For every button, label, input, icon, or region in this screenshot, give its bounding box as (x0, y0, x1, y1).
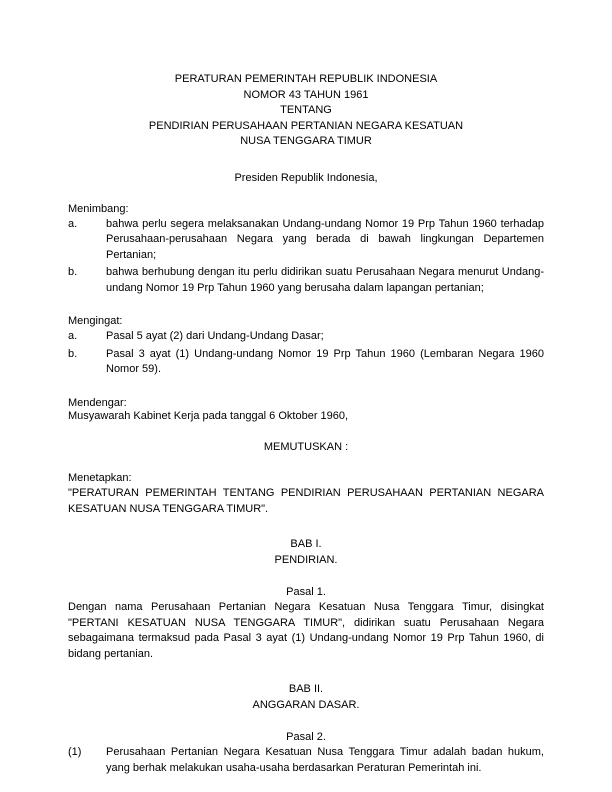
pasal-1-heading: Pasal 1. (286, 586, 326, 598)
list-text: Perusahaan Pertanian Negara Kesatuan Nusa Tenggara Timur adalah badan hukum, yang berhak melakukan usaha-usaha berdasarkan Peraturan Pemerintah ini. (106, 746, 544, 774)
president-line: Presiden Republik Indonesia, (234, 171, 378, 184)
memutuskan-heading: MEMUTUSKAN : (263, 441, 349, 453)
mengingat-list (68, 329, 544, 378)
list-item (68, 217, 544, 264)
header-line-5: NUSA TENGGARA TIMUR (240, 135, 372, 147)
bab-1 (68, 537, 544, 568)
mendengar-text: Musyawarah Kabinet Kerja pada tanggal 6 Oktober 1960, (68, 409, 349, 422)
mengingat-label: Mengingat: (68, 315, 123, 327)
list-text: Pasal 3 ayat (1) Undang-undang Nomor 19 Prp Tahun 1960 (Lembaran Negara 1960 Nomor 59). (106, 347, 544, 375)
menimbang-list (68, 217, 544, 297)
mendengar-label: Mendengar: (68, 396, 127, 409)
list-item (68, 329, 544, 345)
header-line-1: PERATURAN PEMERINTAH REPUBLIK INDONESIA (174, 73, 438, 85)
list-text: bahwa perlu segera melaksanakan Undang-undang Nomor 19 Prp Tahun 1960 terhadap Perusahaan-perusahaan Negara yang berada di bawah lingkungan Departemen Pertanian; (106, 217, 544, 261)
list-item (68, 347, 544, 378)
menetapkan-text: "PERATURAN PEMERINTAH TENTANG PENDIRIAN PERUSAHAAN PERTANIAN NEGARA KESATUAN NUSA TENGGARA TIMUR". (68, 487, 544, 515)
header-line-2: NOMOR 43 TAHUN 1961 (243, 88, 369, 101)
list-marker: a. (68, 217, 78, 230)
pasal-2-heading: Pasal 2. (286, 731, 326, 743)
list-marker: b. (68, 266, 78, 278)
bab-2-number: BAB II. (288, 683, 324, 695)
bab-1-number: BAB I. (290, 538, 322, 550)
document-header (68, 72, 544, 150)
list-marker: a. (68, 330, 78, 342)
list-text: Pasal 5 ayat (2) dari Undang-Undang Dasar; (106, 330, 324, 342)
list-text: bahwa berhubung dengan itu perlu didirikan suatu Perusahaan Negara menurut Undang-undang Nomor 19 Prp Tahun 1960 yang berusaha dalam lapangan pertanian; (106, 266, 544, 294)
header-line-4: PENDIRIAN PERUSAHAAN PERTANIAN NEGARA KESATUAN (148, 119, 464, 132)
pasal-2-list (68, 745, 544, 776)
bab-1-title: PENDIRIAN. (274, 553, 338, 566)
list-marker: b. (68, 347, 78, 360)
bab-2 (68, 682, 544, 713)
list-item (68, 265, 544, 296)
header-line-3: TENTANG (280, 104, 332, 116)
bab-2-title: ANGGARAN DASAR. (252, 698, 360, 711)
list-marker: (1) (68, 746, 82, 758)
menimbang-label: Menimbang: (68, 202, 129, 215)
list-item (68, 745, 544, 776)
menetapkan-label: Menetapkan: (68, 472, 132, 484)
pasal-1-text: Dengan nama Perusahaan Pertanian Negara Kesatuan Nusa Tenggara Timur, disingkat "PERTANI KESATUAN NUSA TENGGARA TIMUR", didirikan suatu Perusahaan Negara sebagaimana termaksud pada Pasal 3 ayat (1) Undang-undang Nomor 19 Prp Tahun 1960, di bidang pertanian. (68, 601, 544, 660)
